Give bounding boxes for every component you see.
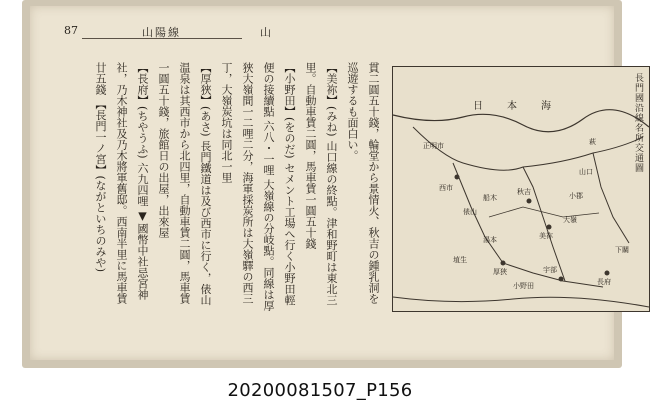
map-place: 下關 [615,246,629,254]
route-map [392,66,650,312]
map-place: 長府 [597,278,611,286]
image-caption: 20200081507_P156 [227,380,413,401]
sea-label: 日本海 [473,101,575,112]
map-place: 萩 [589,138,596,146]
text-column: 【長府】(ちやうふ) 六九四哩 ▼國幣中社忌宮神社，乃木神社及乃木將軍舊邸。西南半里に馬車賃廿五錢 【長門一ノ宮】(ながといちのみや) [94,62,149,304]
map-place: 正明市 [423,142,444,150]
running-title: 山陽線 [142,26,181,39]
map-place: 小郡 [569,192,583,200]
map-place: 厚狹 [493,268,507,276]
text-column: 【厚狹】(あさ) 長門鐵道は及び西市に行く，俵山温泉は其西市から北四里，自動車賃二圓，馬車賃一圓五十錢，旅館日の出屋，出來屋 [157,62,212,306]
body-text [94,62,384,312]
book-page [30,6,643,360]
text-column: 【小野田】(をのだ) セメント工場へ行く小野田輕便の接續點 六八・一哩 大嶺線の分岐點。同線は厚狹大嶺間一二哩二分，海軍採炭所は大嶺驛の西三丁，大嶺炭坑は同北一里 [220,62,296,311]
map-place: 小野田 [513,282,534,290]
map-place: 大嶺 [563,216,577,224]
running-title-short: 山 [260,26,271,39]
map-place: 宇部 [543,266,557,274]
text-column: 貫二圓五十錢，輪堂から景情火、秋吉の鍾乳洞を巡遊するも面白い。 [346,62,380,304]
map-place: 船木 [483,194,497,202]
page-number: 87 [64,24,78,37]
map-place: 湯本 [483,236,497,244]
map-place: 美祢 [539,232,553,240]
map-place: 埴生 [453,256,467,264]
map-place: 秋吉 [517,188,531,196]
header-rule [82,38,242,39]
map-place: 山口 [579,168,593,176]
map-title: 長門國沿線名所交通圖 [633,73,643,173]
map-place: 俵山 [463,208,477,216]
page-header [64,24,296,46]
map-place: 西市 [439,184,453,192]
text-column: 【美祢】(みね) 山口線の終點。津和野町は東北三里。自動車賃二圓，馬車賃一圓五十錢 [304,62,338,306]
